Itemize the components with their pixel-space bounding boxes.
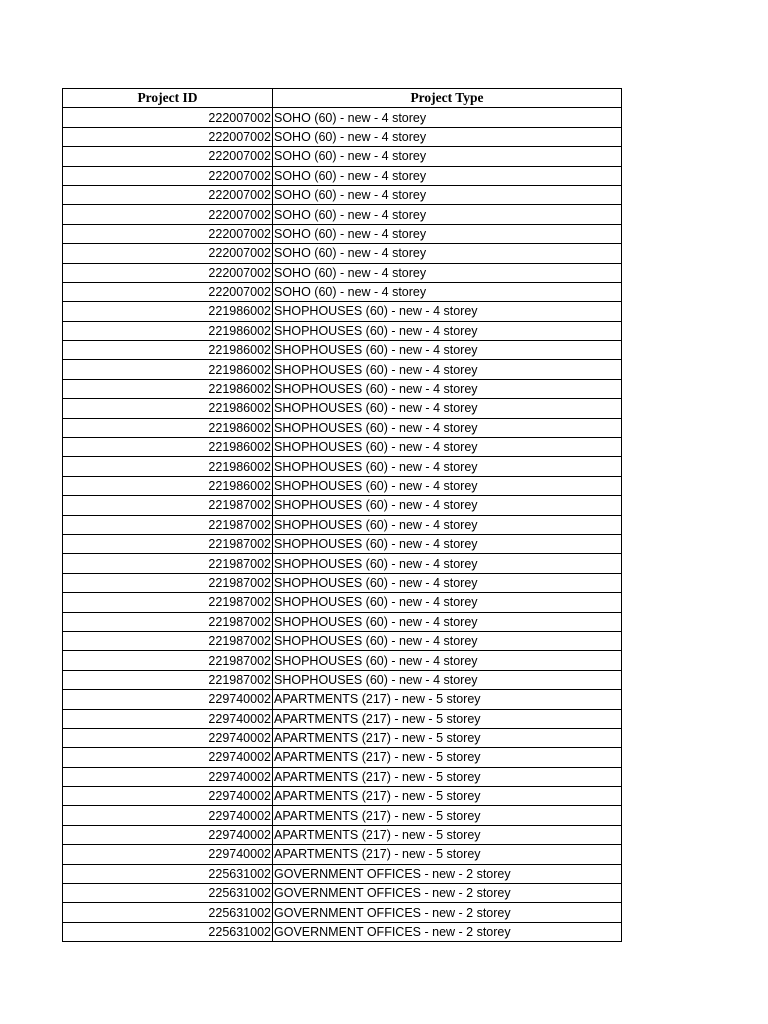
header-project-id: Project ID: [63, 89, 273, 108]
table-row: [63, 418, 622, 437]
project-id-cell: 222007002: [63, 244, 273, 263]
table-row: [63, 728, 622, 747]
project-id-cell: 225631002: [63, 922, 273, 941]
project-type-cell: APARTMENTS (217) - new - 5 storey: [273, 709, 622, 728]
table-row: [63, 515, 622, 534]
table-row: [63, 534, 622, 553]
project-id-cell: 221986002: [63, 399, 273, 418]
project-type-cell: SHOPHOUSES (60) - new - 4 storey: [273, 379, 622, 398]
project-type-cell: SHOPHOUSES (60) - new - 4 storey: [273, 476, 622, 495]
table-row: [63, 573, 622, 592]
project-id-cell: 229740002: [63, 728, 273, 747]
table-row: [63, 321, 622, 340]
project-id-cell: 221986002: [63, 476, 273, 495]
project-type-cell: SOHO (60) - new - 4 storey: [273, 127, 622, 146]
project-id-cell: 229740002: [63, 845, 273, 864]
header-project-type: Project Type: [273, 89, 622, 108]
project-id-cell: 229740002: [63, 690, 273, 709]
project-type-cell: SHOPHOUSES (60) - new - 4 storey: [273, 670, 622, 689]
table-row: [63, 554, 622, 573]
project-type-cell: SOHO (60) - new - 4 storey: [273, 244, 622, 263]
project-id-cell: 222007002: [63, 147, 273, 166]
project-type-cell: APARTMENTS (217) - new - 5 storey: [273, 787, 622, 806]
project-id-cell: 225631002: [63, 864, 273, 883]
project-type-cell: SHOPHOUSES (60) - new - 4 storey: [273, 593, 622, 612]
project-id-cell: 222007002: [63, 263, 273, 282]
table-row: [63, 922, 622, 941]
project-id-cell: 221987002: [63, 593, 273, 612]
project-id-cell: 221986002: [63, 457, 273, 476]
table-row: [63, 903, 622, 922]
project-id-cell: 229740002: [63, 787, 273, 806]
project-type-cell: SHOPHOUSES (60) - new - 4 storey: [273, 496, 622, 515]
project-type-cell: SHOPHOUSES (60) - new - 4 storey: [273, 534, 622, 553]
project-type-cell: SHOPHOUSES (60) - new - 4 storey: [273, 399, 622, 418]
project-id-cell: 222007002: [63, 282, 273, 301]
project-id-cell: 221986002: [63, 302, 273, 321]
project-id-cell: 229740002: [63, 767, 273, 786]
table-header: [63, 89, 622, 108]
project-id-cell: 221986002: [63, 438, 273, 457]
table-row: [63, 399, 622, 418]
table-row: [63, 884, 622, 903]
table-row: [63, 360, 622, 379]
project-id-cell: 229740002: [63, 825, 273, 844]
project-type-cell: SHOPHOUSES (60) - new - 4 storey: [273, 573, 622, 592]
project-type-cell: SHOPHOUSES (60) - new - 4 storey: [273, 302, 622, 321]
table-row: [63, 748, 622, 767]
project-type-cell: SHOPHOUSES (60) - new - 4 storey: [273, 554, 622, 573]
table-row: [63, 438, 622, 457]
project-id-cell: 221986002: [63, 379, 273, 398]
project-id-cell: 221986002: [63, 360, 273, 379]
table-row: [63, 593, 622, 612]
table-row: [63, 263, 622, 282]
table-row: [63, 127, 622, 146]
project-type-cell: APARTMENTS (217) - new - 5 storey: [273, 728, 622, 747]
project-type-cell: APARTMENTS (217) - new - 5 storey: [273, 748, 622, 767]
project-type-cell: GOVERNMENT OFFICES - new - 2 storey: [273, 864, 622, 883]
project-type-cell: APARTMENTS (217) - new - 5 storey: [273, 767, 622, 786]
project-id-cell: 221987002: [63, 515, 273, 534]
project-type-cell: SOHO (60) - new - 4 storey: [273, 147, 622, 166]
table-row: [63, 282, 622, 301]
project-id-cell: 221987002: [63, 631, 273, 650]
table-row: [63, 457, 622, 476]
project-id-cell: 221987002: [63, 651, 273, 670]
project-id-cell: 221987002: [63, 496, 273, 515]
project-type-cell: SHOPHOUSES (60) - new - 4 storey: [273, 651, 622, 670]
project-type-cell: SOHO (60) - new - 4 storey: [273, 205, 622, 224]
table-row: [63, 709, 622, 728]
table-row: [63, 845, 622, 864]
project-id-cell: 225631002: [63, 903, 273, 922]
table-row: [63, 205, 622, 224]
project-id-cell: 222007002: [63, 108, 273, 127]
project-id-cell: 222007002: [63, 127, 273, 146]
project-type-cell: SOHO (60) - new - 4 storey: [273, 166, 622, 185]
project-type-cell: SOHO (60) - new - 4 storey: [273, 185, 622, 204]
table-row: [63, 651, 622, 670]
project-type-cell: SOHO (60) - new - 4 storey: [273, 282, 622, 301]
table-body: [63, 108, 622, 942]
table-row: [63, 787, 622, 806]
table-row: [63, 302, 622, 321]
project-type-cell: SOHO (60) - new - 4 storey: [273, 108, 622, 127]
project-id-cell: 221987002: [63, 612, 273, 631]
table-row: [63, 341, 622, 360]
project-id-cell: 229740002: [63, 806, 273, 825]
table-row: [63, 244, 622, 263]
table-row: [63, 476, 622, 495]
project-type-cell: APARTMENTS (217) - new - 5 storey: [273, 825, 622, 844]
table-row: [63, 496, 622, 515]
table-row: [63, 166, 622, 185]
project-id-cell: 221986002: [63, 418, 273, 437]
project-id-cell: 221986002: [63, 341, 273, 360]
table-row: [63, 379, 622, 398]
project-type-cell: SOHO (60) - new - 4 storey: [273, 263, 622, 282]
project-id-cell: 221986002: [63, 321, 273, 340]
project-id-cell: 221987002: [63, 670, 273, 689]
project-table: [62, 88, 622, 942]
table-row: [63, 806, 622, 825]
table-row: [63, 185, 622, 204]
table-row: [63, 224, 622, 243]
table-row: [63, 670, 622, 689]
project-id-cell: 222007002: [63, 205, 273, 224]
project-type-cell: SHOPHOUSES (60) - new - 4 storey: [273, 341, 622, 360]
project-type-cell: SHOPHOUSES (60) - new - 4 storey: [273, 631, 622, 650]
project-type-cell: SHOPHOUSES (60) - new - 4 storey: [273, 360, 622, 379]
project-type-cell: APARTMENTS (217) - new - 5 storey: [273, 845, 622, 864]
project-type-cell: APARTMENTS (217) - new - 5 storey: [273, 806, 622, 825]
project-type-cell: GOVERNMENT OFFICES - new - 2 storey: [273, 922, 622, 941]
project-type-cell: SHOPHOUSES (60) - new - 4 storey: [273, 418, 622, 437]
table-row: [63, 825, 622, 844]
project-id-cell: 221987002: [63, 573, 273, 592]
table-row: [63, 631, 622, 650]
table-row: [63, 108, 622, 127]
table-row: [63, 690, 622, 709]
project-type-cell: SOHO (60) - new - 4 storey: [273, 224, 622, 243]
header-row: [63, 89, 622, 108]
project-id-cell: 222007002: [63, 185, 273, 204]
project-type-cell: SHOPHOUSES (60) - new - 4 storey: [273, 438, 622, 457]
project-id-cell: 229740002: [63, 709, 273, 728]
project-id-cell: 222007002: [63, 166, 273, 185]
project-id-cell: 222007002: [63, 224, 273, 243]
table-row: [63, 612, 622, 631]
project-type-cell: SHOPHOUSES (60) - new - 4 storey: [273, 457, 622, 476]
table-row: [63, 147, 622, 166]
project-type-cell: GOVERNMENT OFFICES - new - 2 storey: [273, 903, 622, 922]
project-id-cell: 221987002: [63, 534, 273, 553]
project-type-cell: SHOPHOUSES (60) - new - 4 storey: [273, 612, 622, 631]
table-row: [63, 767, 622, 786]
project-type-cell: GOVERNMENT OFFICES - new - 2 storey: [273, 884, 622, 903]
project-type-cell: SHOPHOUSES (60) - new - 4 storey: [273, 515, 622, 534]
project-type-cell: APARTMENTS (217) - new - 5 storey: [273, 690, 622, 709]
table-row: [63, 864, 622, 883]
project-type-cell: SHOPHOUSES (60) - new - 4 storey: [273, 321, 622, 340]
project-id-cell: 221987002: [63, 554, 273, 573]
project-id-cell: 229740002: [63, 748, 273, 767]
project-id-cell: 225631002: [63, 884, 273, 903]
